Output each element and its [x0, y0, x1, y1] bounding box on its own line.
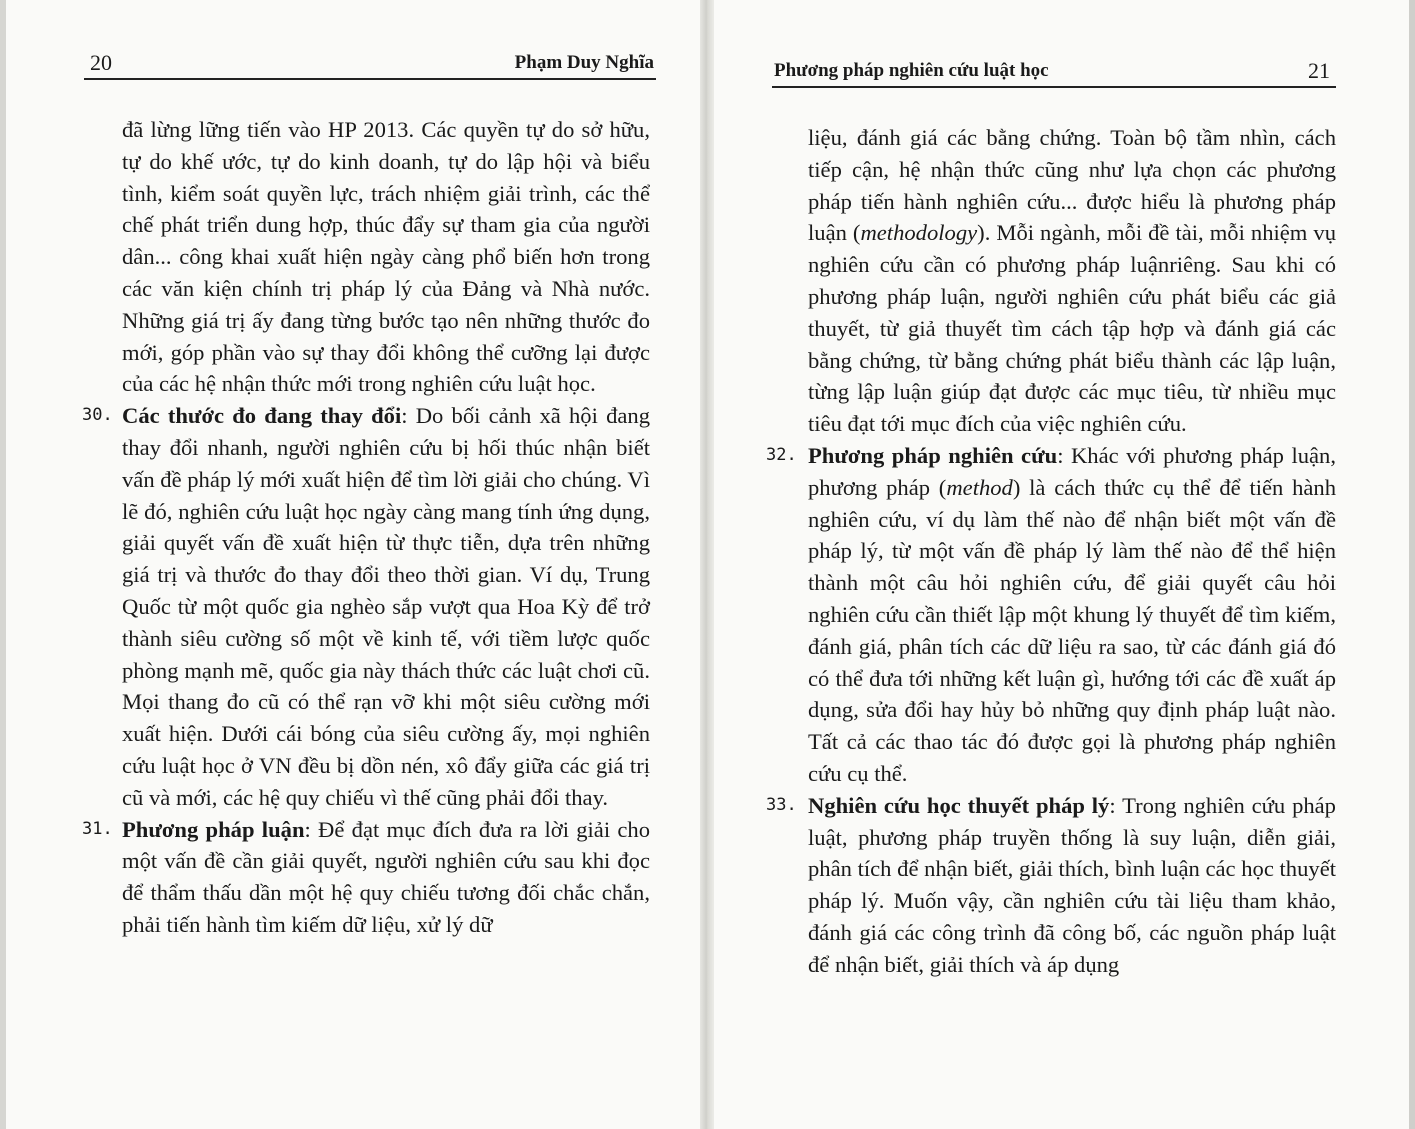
paragraph-title: Nghiên cứu học thuyết pháp lý — [808, 792, 1110, 818]
paragraph-number: 31. — [82, 818, 113, 839]
paragraph-32: 32. Phương pháp nghiên cứu: Khác với phương pháp luận, phương pháp (method) là cách thức cụ thể để tiến hành nghiên cứu, ví dụ làm thế nào để nhận biết một vấn đề pháp lý, từ một vấn đề pháp lý làm thế nào để thể hiện thành một câu hỏi nghiên cứu, để giải quyết câu hỏi nghiên cứu cần thiết lập một khung lý thuyết để tìm kiếm, đánh giá, phân tích các dữ liệu ra sao, từ các đánh giá đó có thể đưa tới những kết luận gì, hướng tới các đề xuất áp dụng, sửa đổi hay hủy bỏ những quy định pháp luật nào. Tất cả các thao tác đó được gọi là phương pháp nghiên cứu cụ thể. — [808, 440, 1336, 790]
book-gutter — [700, 0, 714, 1129]
paragraph-title: Các thước đo đang thay đổi — [122, 403, 402, 429]
paragraph-30 — [82, 400, 651, 813]
paragraph-number: 33. — [766, 794, 797, 815]
right-page — [714, 0, 1415, 1129]
paragraph-31 — [82, 814, 650, 941]
right-page-body — [766, 122, 1336, 981]
right-page-number: 21 — [1308, 58, 1330, 83]
paragraph-title: Phương pháp luận — [122, 816, 305, 842]
continuation-paragraph: liệu, đánh giá các bằng chứng. Toàn bộ tầm nhìn, cách tiếp cận, hệ nhận thức cũng như lựa chọn các phương pháp tiến hành nghiên cứu... được hiểu là phương pháp luận (methodology). Mỗi ngành, mỗi đề tài, mỗi nhiệm vụ nghiên cứu cần có phương pháp luậnriêng. Sau khi có phương pháp luận, người nghiên cứu phát biểu các giả thuyết, từ giả thuyết tìm cách tập hợp và đánh giá các bằng chứng, từ bằng chứng phát biểu thành các lập luận, từng lập luận giúp đạt được các mục tiêu, từ nhiều mục tiêu đạt tới mục đích của việc nghiên cứu. — [808, 125, 1336, 437]
paragraph-number: 32. — [766, 444, 797, 465]
paragraph-33 — [766, 790, 1336, 981]
paragraph-text: : Do bối cảnh xã hội đang thay đổi nhanh, người nghiên cứu bị hối thúc nhận biết vấn đề pháp lý mới xuất hiện để tìm lời giải cho chúng. Vì lẽ đó, nghiên cứu luật học ngày càng mang tính ứng dụng, giải quyết vấn đề xuất hiện từ thực tiễn, dựa trên những giá trị và thước đo thay đổi theo thời gian. Ví dụ, Trung Quốc từ một quốc gia nghèo sắp vượt qua Hoa Kỳ để trở thành siêu cường số một về kinh tế, với tiềm lược quốc phòng mạnh mẽ, quốc gia này thách thức các luật chơi cũ. Mọi thang đo cũ có thể rạn vỡ khi một siêu cường mới xuất hiện. Dưới cái bóng của siêu cường ấy, mọi nghiên cứu luật học ở VN đều bị dồn nén, xô đẩy giữa các giá trị cũ và mới, các hệ quy chiếu vì thế cũng phải đổi thay. — [122, 403, 651, 810]
left-page-body — [82, 114, 651, 941]
paragraph-text: : Để đạt mục đích đưa ra lời giải cho một vấn đề cần giải quyết, người nghiên cứu sau khi đọc để thẩm thấu dần một hệ quy chiếu tương đối chắc chắn, phải tiến hành tìm kiếm dữ liệu, xử lý dữ — [122, 816, 650, 937]
method-term: method — [946, 474, 1013, 500]
left-page-header — [84, 48, 656, 80]
page-edge — [1409, 0, 1415, 1129]
continuation-paragraph: đã lừng lững tiến vào HP 2013. Các quyền tự do sở hữu, tự do khế ước, tự do kinh doanh, tự do lập hội và biểu tình, kiểm soát quyền lực, trách nhiệm giải trình, các thể chế phát triển dung hợp, thúc đẩy sự tham gia của người dân... công khai xuất hiện ngày càng phổ biến hơn trong các văn kiện chính trị pháp lý của Đảng và Nhà nước. Những giá trị ấy đang từng bước tạo nên những thước đo mới, góp phần vào sự thay đổi không thể cưỡng lại được của các hệ nhận thức mới trong nghiên cứu luật học. — [122, 117, 650, 397]
paragraph-title: Phương pháp nghiên cứu — [808, 442, 1058, 468]
methodology-term: methodology — [860, 220, 978, 246]
left-running-title: Phạm Duy Nghĩa — [514, 52, 654, 73]
paragraph-number: 30. — [82, 405, 113, 426]
left-page — [0, 0, 700, 1129]
left-page-number: 20 — [90, 50, 112, 75]
right-running-title: Phương pháp nghiên cứu luật học — [774, 60, 1049, 81]
right-page-header — [772, 56, 1336, 88]
paragraph-text: : Trong nghiên cứu pháp luật, phương pháp truyền thống là suy luận, diễn giải, phân tích để nhận biết, giải thích, bình luận các học thuyết pháp lý. Muốn vậy, cần nghiên cứu tài liệu tham khảo, đánh giá các công trình đã công bố, các nguồn pháp luật để nhận biết, giải thích và áp dụng — [808, 792, 1336, 977]
